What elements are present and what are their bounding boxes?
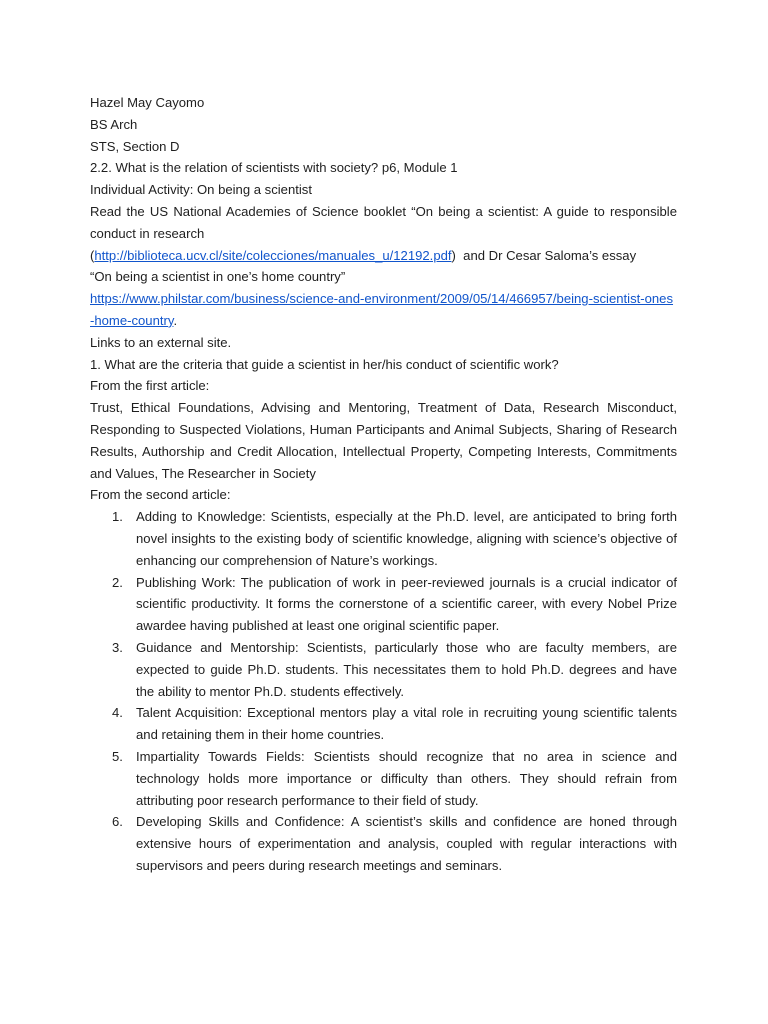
document-page (90, 92, 677, 877)
question-1: 1. What are the criteria that guide a scientist in her/his conduct of scientific work? (90, 356, 559, 372)
activity-title: Individual Activity: On being a scientist (90, 182, 312, 198)
list-item (90, 506, 677, 571)
author-name: Hazel May Cayomo (90, 95, 205, 110)
link-line (90, 245, 677, 267)
list-number: 5. (112, 748, 123, 764)
essay-intro: ) and Dr Cesar Saloma’s essay (451, 247, 637, 263)
list-number: 1. (112, 509, 123, 525)
list-item (90, 811, 677, 876)
list-number: 6. (112, 814, 123, 830)
program-label: BS Arch (90, 116, 138, 132)
list-text: Developing Skills and Confidence: A scientist’s skills and confidence are honed through extensive hours of experimentation and analysis, coupled with regular interactions with supervisors and peers during research meetings and seminars. (136, 814, 677, 873)
booklet-link[interactable]: http://biblioteca.ucv.cl/site/colecciones/manuales_u/12192.pdf (94, 247, 452, 263)
paren-open: ( (90, 247, 95, 263)
list-number: 2. (112, 574, 123, 590)
essay-link[interactable]: https://www.philstar.com/business/science-and-environment/2009/05/14/466957/being-scientist-ones-home-country (90, 291, 674, 328)
question-heading: 2.2. What is the relation of scientists with society? p6, Module 1 (90, 160, 458, 176)
first-article-heading: From the first article: (90, 378, 210, 394)
list-text: Talent Acquisition: Exceptional mentors play a vital role in recruiting young scientific talents and retaining them in their home countries. (136, 705, 677, 743)
section-label: STS, Section D (90, 138, 180, 154)
list-item (90, 572, 677, 637)
list-item (90, 702, 677, 746)
list-number: 3. (112, 639, 123, 655)
list-item (90, 746, 677, 811)
list-number: 4. (112, 705, 123, 721)
second-article-heading: From the second article: (90, 487, 231, 503)
list-item (90, 637, 677, 702)
reading-instruction: Read the US National Academies of Science booklet “On being a scientist: A guide to responsible conduct in research (90, 203, 677, 241)
essay-link-line (90, 288, 677, 332)
essay-title: “On being a scientist in one’s home country” (90, 269, 346, 285)
list-text: Guidance and Mentorship: Scientists, particularly those who are faculty members, are expected to guide Ph.D. students. This necessitates them to hold Ph.D. degrees and have the ability to mentor Ph.D. students effectively. (136, 639, 677, 699)
external-site-note: Links to an external site. (90, 334, 232, 350)
list-text: Impartiality Towards Fields: Scientists should recognize that no area in science and technology holds more importance or difficulty than others. They should refrain from attributing poor research performance to their field of study. (136, 748, 677, 808)
link-period: . (173, 312, 178, 328)
first-article-answer: Trust, Ethical Foundations, Advising and Mentoring, Treatment of Data, Research Misconduct, Responding to Suspected Violations, Human Participants and Animal Subjects, Sharing of Research Results, Authorship and Credit Allocation, Intellectual Property, Competing Interests, Commitments and Values, The Researcher in Society (90, 400, 677, 481)
list-text: Publishing Work: The publication of work in peer-reviewed journals is a crucial indicator of scientific productivity. It forms the cornerstone of a scientific career, with every Nobel Prize awardee having published at least one original scientific paper. (136, 574, 677, 634)
criteria-list (90, 506, 677, 877)
list-text: Adding to Knowledge: Scientists, especially at the Ph.D. level, are anticipated to bring forth novel insights to the existing body of scientific knowledge, aligning with science’s objective of enhancing our comprehension of Nature’s workings. (136, 509, 677, 568)
